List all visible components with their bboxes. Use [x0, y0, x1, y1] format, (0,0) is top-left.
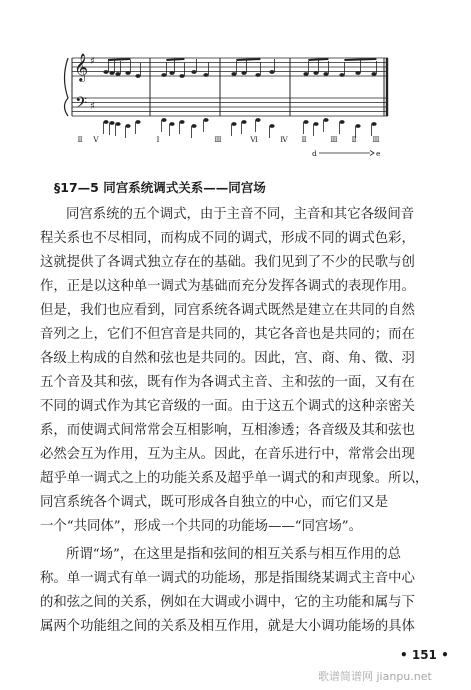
text-line: 系，而使调式间常常会互相影响，互相渗透；各音级及其和弦也 — [40, 423, 415, 438]
degree-label: Ⅳ — [280, 135, 288, 144]
beam — [236, 59, 260, 60]
note-head — [161, 73, 166, 77]
note-head — [231, 122, 236, 126]
degree-labels — [77, 135, 379, 144]
text-line: 不同的调式作为其它音级的一面。由于这五个调式的这种亲密关 — [40, 399, 415, 414]
degree-label: Ⅰ — [156, 135, 160, 144]
degree-label: Ⅲ — [214, 135, 222, 144]
note-head — [269, 70, 274, 74]
text-line: 属两个功能组之间的关系及相互作用，就是大小调功能场的具体 — [40, 619, 415, 634]
note-head — [125, 124, 130, 128]
note-head — [323, 118, 328, 122]
text-line: 程关系也不尽相同，而构成不同的调式，形成不同的调式色彩， — [40, 231, 415, 246]
text-line: 的和弦之间的关系，例如在大调或小调中，它的主功能和属与下 — [40, 595, 415, 610]
note-head — [313, 122, 318, 126]
note-head — [313, 71, 318, 75]
text-line: 所谓“场”，在这里是指和弦间的相互关系与相互作用的总 — [66, 547, 402, 562]
note-head — [241, 71, 246, 75]
note-head — [125, 71, 130, 75]
brace — [65, 58, 69, 116]
note-head — [339, 120, 344, 124]
text-line: 这就提供了各调式独立存在的基础。我们见到了不少的民歌与创 — [40, 255, 415, 270]
degree-label: Ⅲ — [330, 135, 338, 144]
note-head — [169, 71, 174, 75]
grand-staff — [65, 53, 389, 138]
note-head — [231, 72, 236, 76]
note-head — [323, 72, 328, 76]
text-line: 同宫系统的五个调式，由于主音不同，主音和其它各级间音 — [66, 207, 415, 222]
text-line: 必然会互为作用，互为主从。因此，在音乐进行中，常常会出现 — [40, 447, 415, 462]
text-line: 五个音及其和弦，既有作为各调式主音、主和弦的一面，又有在 — [40, 375, 415, 390]
beam — [344, 59, 376, 60]
key-signature: ♯ — [90, 56, 95, 67]
note-head — [191, 70, 196, 74]
beam — [308, 59, 328, 60]
note-head — [115, 72, 120, 76]
note-head — [355, 124, 360, 128]
note-head — [269, 124, 274, 128]
degree-label: Ⅱ — [301, 135, 307, 144]
note-head — [339, 73, 344, 77]
note-head — [303, 120, 308, 124]
note-head — [203, 73, 208, 77]
page-number: • 151 • — [400, 648, 449, 662]
bass-clef: 𝄢 — [75, 94, 88, 116]
text-line: 但是，我们也应看到，同宫系统各调式既然是建立在共同的自然 — [40, 303, 415, 318]
bracket-label-start: d — [312, 149, 317, 158]
note-head — [179, 74, 184, 78]
section-heading: §17—5 同宫系统调式关系——同宫场 — [54, 180, 266, 195]
text-line: 超乎单一调式之上的功能关系及超乎单一调式的和声现象。所以， — [40, 471, 429, 486]
note-head — [191, 124, 196, 128]
text-line: 作，正是以这种单一调式为基础而充分发挥各调式的表现作用。 — [40, 279, 415, 294]
text-line: 音列之上，它们不但宫音是共同的，其它各音也是共同的；而在 — [40, 327, 415, 342]
note-head — [241, 120, 246, 124]
note-head — [109, 71, 114, 75]
text-line: 各级上构成的自然和弦也是共同的。因此，宫、商、角、徵、羽 — [40, 351, 415, 366]
degree-label: Ⅵ — [250, 135, 258, 144]
note-head — [179, 120, 184, 124]
note-head — [255, 118, 260, 122]
note-head — [371, 72, 376, 76]
watermark: 歌谱简谱网 jianpu.net — [318, 670, 432, 683]
note-head — [109, 121, 114, 125]
degree-label: Ⅲ — [372, 135, 380, 144]
note-head — [115, 122, 120, 126]
bracket-label-end: e — [376, 149, 381, 158]
note-head — [103, 120, 108, 124]
note-head — [135, 74, 140, 78]
beam — [108, 59, 130, 60]
text-line: 称。单一调式有单一调式的功能场，那是指围绕某调式主音中心 — [40, 571, 415, 586]
note-head — [169, 122, 174, 126]
note-head — [103, 70, 108, 74]
treble-clef: 𝄞 — [74, 53, 89, 81]
note-head — [203, 118, 208, 122]
text-line: 一个“共同体”，形成一个共同的功能场——“同宫场”。 — [40, 519, 362, 534]
note-head — [371, 122, 376, 126]
note-head — [255, 73, 260, 77]
degree-label: Ⅱ — [351, 135, 357, 144]
bottom-labels — [312, 149, 381, 158]
note-head — [161, 118, 166, 122]
key-signature: ♯ — [90, 101, 95, 112]
degree-label: Ⅴ — [93, 135, 99, 144]
text-line: 同宫系统各个调式，既可形成各自独立的中心，而它们又是 — [40, 495, 389, 510]
note-head — [355, 71, 360, 75]
bracket-arrow — [370, 151, 374, 156]
beam — [166, 59, 184, 60]
note-head — [303, 72, 308, 76]
degree-label: Ⅱ — [77, 135, 83, 144]
music-score — [58, 36, 394, 160]
note-head — [135, 120, 140, 124]
